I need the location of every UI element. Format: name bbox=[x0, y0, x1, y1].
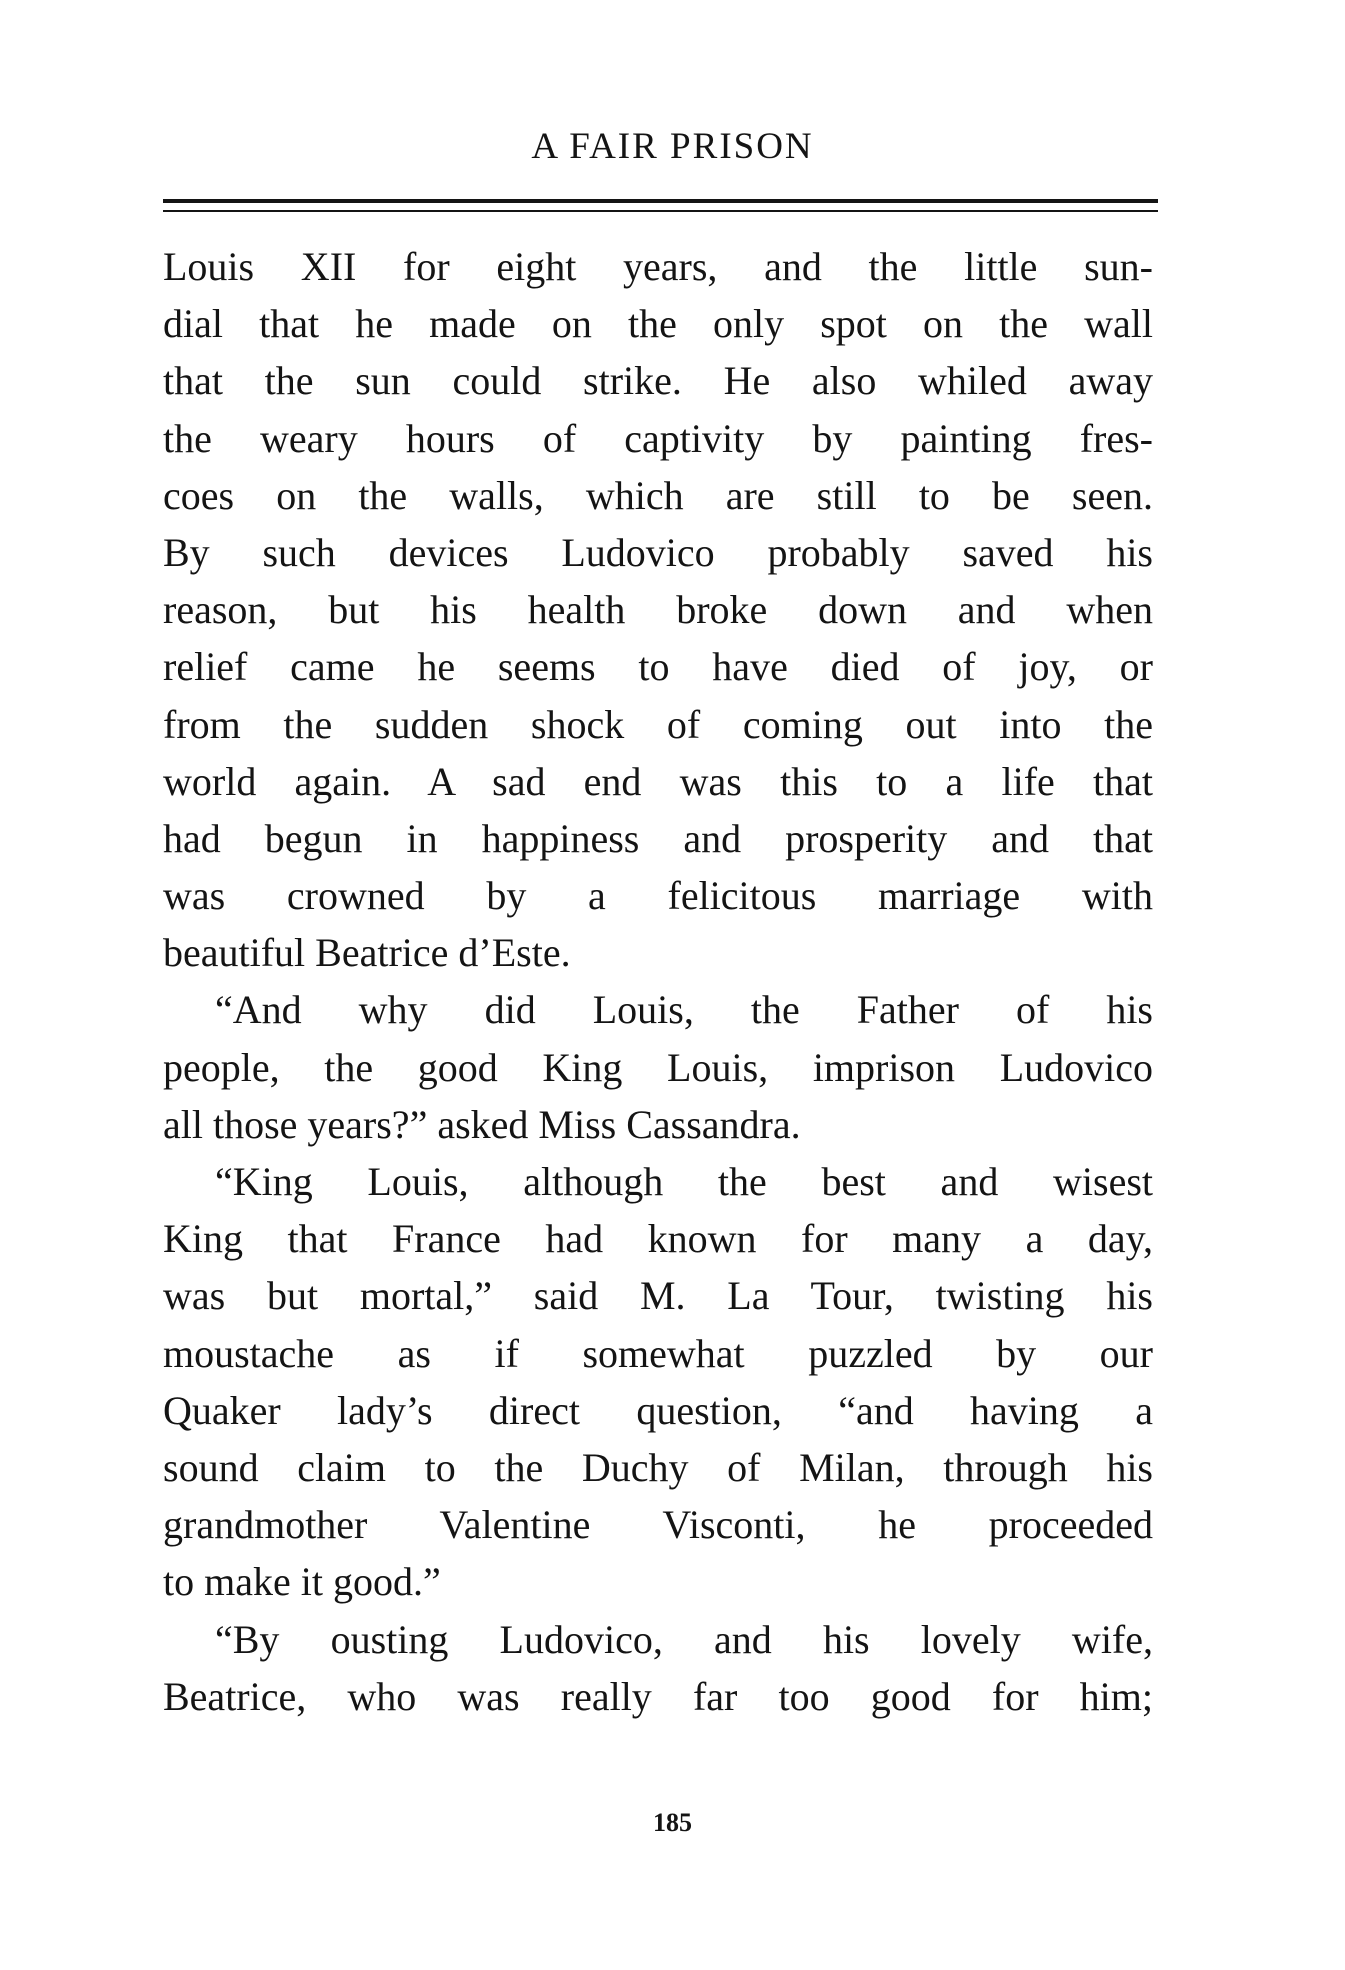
text-line: all those years?” asked Miss Cassandra. bbox=[163, 1101, 801, 1147]
text-line: had begun in happiness and prosperity and that bbox=[163, 815, 1153, 861]
text-line: grandmother Valentine Visconti, he proceeded bbox=[163, 1502, 1153, 1548]
text-line: “And why did Louis, the Father of his bbox=[215, 987, 1153, 1033]
text-line: By such devices Ludovico probably saved his bbox=[163, 529, 1153, 575]
text-line: Quaker lady’s direct question, “and having a bbox=[163, 1387, 1153, 1433]
text-line: world again. A sad end was this to a life that bbox=[163, 758, 1153, 804]
text-line: Beatrice, who was really far too good for him; bbox=[163, 1673, 1153, 1719]
page-number: 185 bbox=[653, 1808, 692, 1837]
text-line: Louis XII for eight years, and the little sun- bbox=[163, 244, 1153, 289]
text-line: sound claim to the Duchy of Milan, through his bbox=[163, 1444, 1153, 1490]
text-line: was crowned by a felicitous marriage with bbox=[163, 873, 1153, 919]
text-line: was but mortal,” said M. La Tour, twisting his bbox=[163, 1273, 1153, 1319]
text-line: reason, but his health broke down and when bbox=[163, 587, 1153, 633]
text-line: people, the good King Louis, imprison Ludovico bbox=[163, 1044, 1153, 1090]
text-line: relief came he seems to have died of joy, or bbox=[163, 644, 1153, 690]
text-line: dial that he made on the only spot on the wall bbox=[163, 301, 1153, 347]
text-line: to make it good.” bbox=[163, 1559, 441, 1605]
text-line: the weary hours of captivity by painting fres- bbox=[163, 415, 1153, 461]
text-line: King that France had known for many a day, bbox=[163, 1216, 1153, 1262]
text-line: moustache as if somewhat puzzled by our bbox=[163, 1330, 1153, 1376]
text-line: that the sun could strike. He also whiled away bbox=[163, 358, 1153, 404]
header-rule-thin bbox=[163, 210, 1158, 212]
text-line: coes on the walls, which are still to be seen. bbox=[163, 472, 1153, 518]
text-line: “By ousting Ludovico, and his lovely wife, bbox=[215, 1616, 1153, 1662]
header-rule-thick bbox=[163, 199, 1158, 203]
running-title: A FAIR PRISON bbox=[531, 126, 814, 167]
text-line: from the sudden shock of coming out into the bbox=[163, 701, 1153, 747]
body-text bbox=[163, 238, 1153, 1725]
text-line: “King Louis, although the best and wisest bbox=[215, 1159, 1153, 1204]
text-line: beautiful Beatrice d’Este. bbox=[163, 930, 571, 976]
